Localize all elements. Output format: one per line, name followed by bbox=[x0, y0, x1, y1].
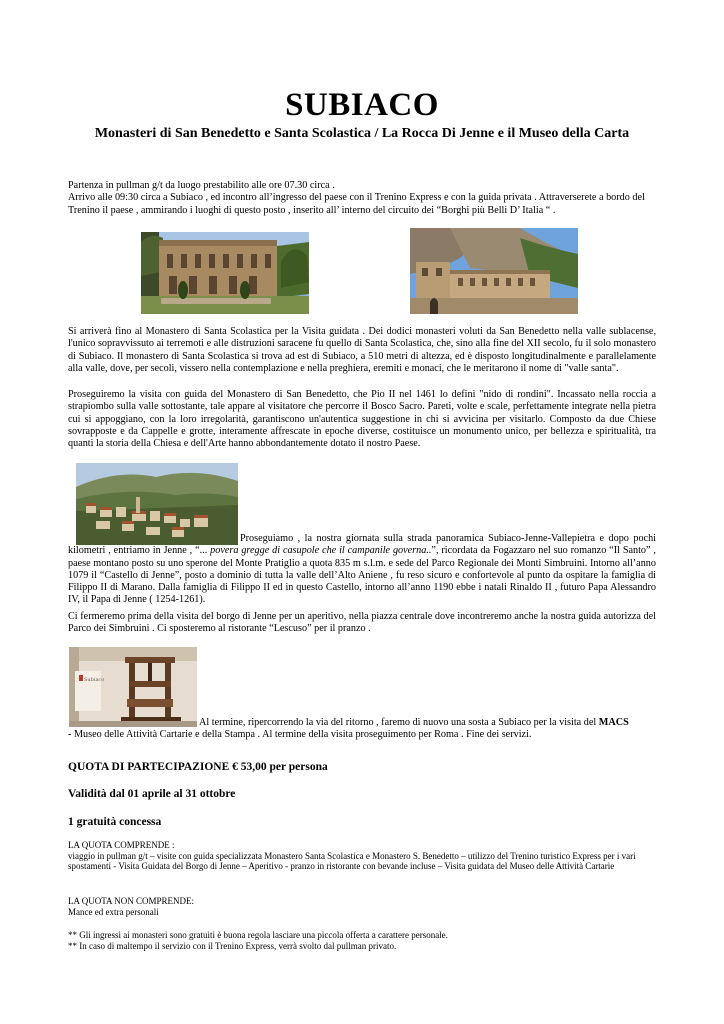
jenne-text-after: ”, ricordata da Fogazzaro nel suo romanzo “Il Santo” , paese montano posto su uno sperone del Monte Pratiglio a quota 835 m s.l.m. e sede del Parco Regionale dei Monti Simbruini. Intorno all’anno 1079 il “Castello di Jenne”, posto a dominio di tutta la valle dell’Alto Aniene , fu reso sicuro e confortevole al punto da ospitare la famiglia di Filippo II di Marano. Dalla famiglia di Filippo II ed in questo Castello, intorno all’anno 1190 ebbe i natali Rinaldo II , futuro Papa Alessandro IV, il Papa di Jenne ( 1254-1261). bbox=[68, 545, 656, 606]
photo-museo-carta bbox=[69, 647, 197, 727]
intro-paragraph bbox=[68, 180, 656, 217]
page-title: SUBIACO bbox=[285, 87, 439, 123]
macs-paragraph bbox=[68, 717, 656, 742]
intro-line-departure: Partenza in pullman g/t da luogo prestabilito alle ore 07.30 circa . bbox=[68, 180, 335, 191]
note-maltempo: ** In caso di maltempo il servizio con il Trenino Express, verrà svolto dal pullman privato. bbox=[68, 940, 397, 951]
photo-santa-scolastica bbox=[141, 232, 309, 314]
note-ingressi: ** Gli ingressi ai monasteri sono gratuiti è buona regola lasciare una piccola offerta a carattere personale. bbox=[68, 930, 448, 940]
macs-label: MACS bbox=[598, 717, 629, 728]
museum-sign-text: Subiaco bbox=[84, 677, 105, 683]
notes-section bbox=[68, 930, 656, 951]
page-subtitle: Monasteri di San Benedetto e Santa Scolastica / La Rocca Di Jenne e il Museo della Carta bbox=[94, 126, 630, 141]
aperitivo-paragraph: Ci fermeremo prima della visita del borgo di Jenne per un aperitivo, nella piazza centrale dove incontreremo anche la nostra guida autorizza del Parco dei Simbruini . Ci sposteremo al ristorante “Lescuso” per il pranzo . bbox=[68, 611, 656, 635]
photo-santa-scolastica-image bbox=[141, 232, 309, 314]
quota-partecipazione: QUOTA DI PARTECIPAZIONE € 53,00 per persona bbox=[68, 761, 328, 773]
quota-comprende-section bbox=[68, 840, 656, 872]
quota-comprende-title: LA QUOTA COMPRENDE : bbox=[68, 840, 175, 850]
quota-non-comprende-title: LA QUOTA NON COMPRENDE: bbox=[68, 896, 195, 906]
photo-san-benedetto-image bbox=[410, 228, 578, 314]
macs-dash: - bbox=[68, 729, 74, 741]
photo-museo-carta-image bbox=[69, 647, 197, 727]
macs-text-before: Al termine, ripercorrendo la via del ritorno , faremo di nuovo una sosta a Subiaco per la visita del bbox=[199, 717, 599, 728]
photo-san-benedetto bbox=[410, 228, 578, 314]
quota-non-comprende-text: Mance ed extra personali bbox=[68, 906, 159, 917]
macs-text-after: Museo delle Attività Cartarie e della Stampa . Al termine della visita proseguimento per Roma . Fine dei servizi. bbox=[73, 729, 532, 741]
jenne-text-before: Proseguiamo , la nostra giornata sulla strada panoramica Subiaco-Jenne-Vallepietra e dopo pochi kilometri , entriamo in Jenne , “... bbox=[68, 533, 656, 557]
santa-scolastica-paragraph: Si arriverà fino al Monastero di Santa Scolastica per la Visita guidata . Dei dodici monasteri voluti da San Benedetto nella valle sublacense, l'unico sopravvissuto ai terremoti e alle distruzioni saracene fu quello di Santa Scolastica, che, sino alla fine del XII secolo, fu il solo monastero di Subiaco. Il monastero di Santa Scolastica si trova ad est di Subiaco, a 510 metri di altezza, ed è disposto longitudinalmente e parallelamente alla valle, dove, per secoli, vissero nella contemplazione e nella preghiera, eremiti e monaci, che le meritarono il nome di "valle santa". bbox=[68, 326, 656, 374]
jenne-paragraph bbox=[68, 533, 656, 607]
quota-comprende-text: viaggio in pullman g/t – visite con guida specializzata Monastero Santa Scolastica e Monastero S. Benedetto – utilizzo del Trenino turistico Express per i vari spostamenti - Visita Guidata del Borgo di Jenne – Aperitivo - pranzo in ristorante con bevande incluse – Visita guidata del Museo delle Attività Cartarie bbox=[68, 850, 636, 872]
fogazzaro-quote: povera gregge di casupole che il campanile governa.. bbox=[210, 545, 432, 557]
quota-non-comprende-section bbox=[68, 896, 656, 917]
san-benedetto-paragraph: Proseguiremo la visita con guida del Monastero di San Benedetto, che Pio II nel 1461 lo definì "nido di rondini". Incassato nella roccia a strapiombo sulla valle sottostante, tale appare al visitatore che percorre il Bosco Sacro. Pareti, volte e scale, perfettamente integrate nella pietra cui si appoggiano, con la loro irregolarità, garantiscono un'autentica suggestione in chi si avvicina per visitarlo. Composto da due Chiese sovrapposte e da Cappelle e grotte, interamente affrescate in epoche diverse, costituisce un monumento unico, per bellezza e spiritualità, tra quanti la storia della Chiesa e dell'Arte hanno abbondantemente dotato il nostro Paese. bbox=[68, 389, 656, 450]
intro-line-arrival: Arrivo alle 09:30 circa a Subiaco , ed incontro all’ingresso del paese con il Trenino Express e con la guida privata . Attraverserete a bordo del Trenino il paese , ammirando i luoghi di questo posto , inserito all’ interno del circuito dei “Borghi più Belli D’ Italia “ . bbox=[68, 192, 645, 216]
validita: Validità dal 01 aprile al 31 ottobre bbox=[68, 788, 236, 800]
gratuita: 1 gratuità concessa bbox=[68, 816, 162, 828]
